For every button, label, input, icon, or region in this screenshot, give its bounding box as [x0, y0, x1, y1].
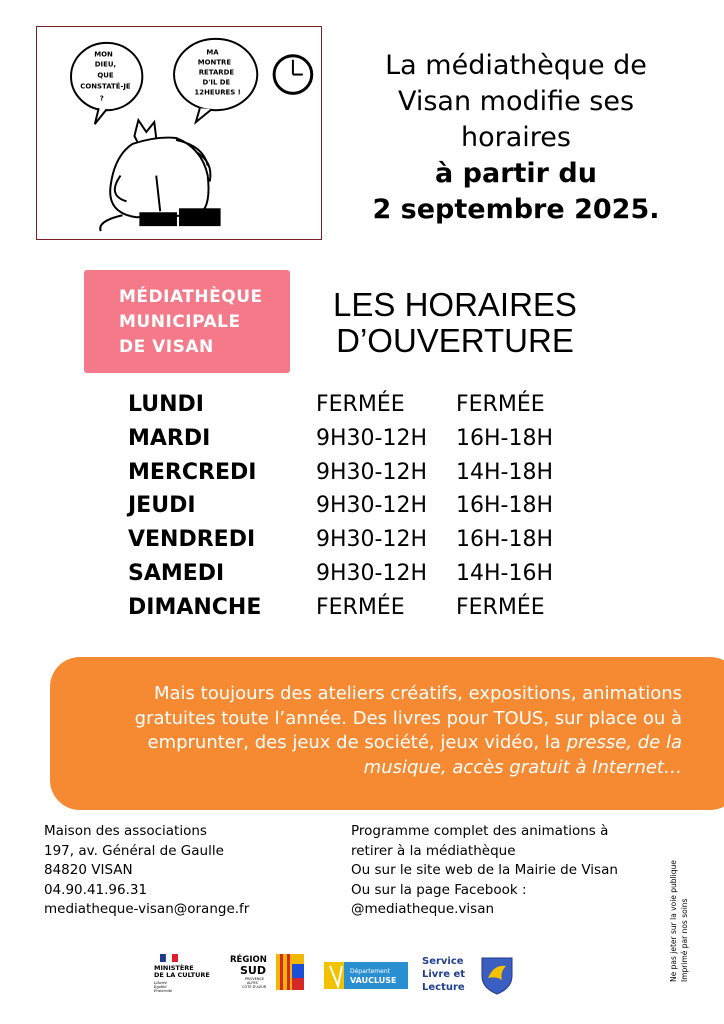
program-line: retirer à la médiathèque — [351, 842, 516, 859]
promo-line-part: emprunter, des jeux de société, jeux vidéo, la — [147, 732, 567, 753]
label-line: DE VISAN — [119, 337, 214, 357]
program-line: Ou sur le site web de la Mairie de Visan — [351, 862, 618, 878]
announcement-line: La médiathèque de — [385, 50, 647, 81]
coat-of-arms-icon — [482, 958, 512, 994]
logo-text: Livre et — [422, 969, 466, 980]
label-line: MUNICIPALE — [119, 312, 241, 332]
vertical-note-line: Imprimé par nos soins — [680, 898, 689, 982]
logo-text: ALPES — [247, 981, 258, 985]
label-line: MÉDIATHÈQUE — [119, 287, 263, 307]
address-line: 84820 VISAN — [44, 862, 133, 878]
email-link[interactable]: mediatheque-visan@orange.fr — [44, 901, 250, 917]
promo-line: Mais toujours des ateliers créatifs, expositions, animations — [153, 683, 682, 704]
title-line: D’OUVERTURE — [336, 322, 574, 359]
program-info — [351, 822, 618, 920]
logo-text: SUD — [240, 964, 266, 977]
facebook-handle[interactable]: @mediatheque.visan — [351, 901, 495, 917]
promo-line — [110, 731, 682, 756]
logo-text: Liberté — [154, 981, 167, 985]
logo-text: Lecture — [422, 982, 465, 993]
logo-text: Fraternité — [154, 989, 173, 993]
afternoon-hours: 14H-16H — [456, 561, 554, 586]
afternoon-hours: FERMÉE — [456, 392, 545, 417]
vertical-note-line: Ne pas jeter sur la voie publique — [669, 860, 678, 982]
day-label: LUNDI — [128, 392, 204, 417]
address-line: Maison des associations — [44, 823, 207, 839]
day-label: MERCREDI — [128, 460, 257, 485]
mediatheque-label — [84, 270, 290, 373]
promo-line-part: presse, de la — [566, 732, 682, 753]
morning-hours: 9H30-12H — [316, 493, 428, 518]
day-label: SAMEDI — [128, 561, 225, 586]
ministere-culture-logo — [153, 954, 210, 993]
morning-hours: FERMÉE — [316, 392, 405, 417]
cartoon-illustration — [36, 26, 322, 240]
afternoon-hours: 16H-18H — [456, 493, 554, 518]
title-line: LES HORAIRES — [333, 286, 577, 323]
phone-number[interactable]: 04.90.41.96.31 — [44, 881, 148, 898]
partner-logos — [150, 950, 520, 1000]
cat-character — [100, 120, 219, 231]
service-livre-lecture-logo — [422, 956, 465, 993]
bubble-right-text: MA MONTRE RETARDE D'IL DE 12HEURES ! — [194, 48, 241, 97]
announcement-line: Visan modifie ses — [397, 86, 635, 117]
cartoon-drawing — [37, 27, 321, 239]
logo-text: DE LA CULTURE — [154, 971, 210, 979]
address-block — [44, 822, 249, 920]
region-sud-logo — [230, 953, 304, 990]
logo-text: PROVENCE — [245, 977, 265, 981]
announcement-date: 2 septembre 2025. — [372, 194, 660, 225]
vertical-note — [662, 842, 702, 982]
afternoon-hours: 14H-18H — [456, 460, 554, 485]
logo-text: Service — [422, 956, 464, 967]
promo-text — [110, 682, 682, 780]
afternoon-hours: 16H-18H — [456, 426, 554, 451]
day-label: JEUDI — [128, 493, 196, 518]
afternoon-hours: FERMÉE — [456, 595, 545, 620]
bubble-left-text: MON DIEU, QUE CONSTATÉ-JE ? — [80, 50, 131, 103]
morning-hours: 9H30-12H — [316, 561, 428, 586]
morning-hours: FERMÉE — [316, 595, 405, 620]
day-label: MARDI — [128, 426, 211, 451]
morning-hours: 9H30-12H — [316, 460, 428, 485]
announcement-line: horaires — [461, 122, 571, 153]
announcement — [360, 48, 672, 228]
logo-text: MINISTÈRE — [154, 964, 194, 972]
promo-line: musique, accès gratuit à Internet… — [363, 756, 682, 778]
logo-text: Département — [350, 968, 390, 975]
day-label: VENDREDI — [128, 527, 256, 552]
morning-hours: 9H30-12H — [316, 527, 428, 552]
address-line: 197, av. Général de Gaulle — [44, 842, 224, 859]
day-label: DIMANCHE — [128, 595, 262, 620]
page-title — [305, 287, 605, 359]
logo-text: RÉGION — [230, 955, 267, 965]
logo-text: Égalité — [154, 985, 167, 989]
promo-line: gratuites toute l’année. Des livres pour TOUS, sur place ou à — [134, 707, 682, 729]
logo-text: VAUCLUSE — [350, 976, 397, 985]
program-line: Programme complet des animations à — [351, 823, 609, 839]
announcement-line: à partir du — [435, 158, 597, 189]
clock-icon — [274, 56, 312, 94]
vaucluse-logo — [324, 962, 408, 989]
logo-text: CÔTE D'AZUR — [242, 985, 267, 989]
morning-hours: 9H30-12H — [316, 426, 428, 451]
afternoon-hours: 16H-18H — [456, 527, 554, 552]
program-line: Ou sur la page Facebook : — [351, 881, 527, 898]
